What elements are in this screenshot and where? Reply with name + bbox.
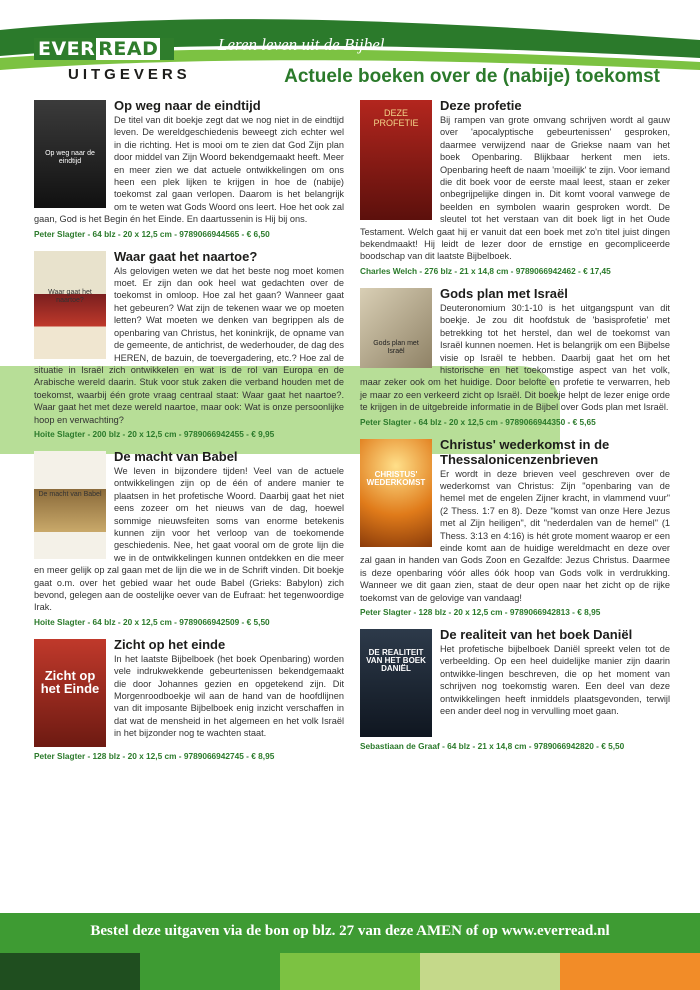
book-entry [34, 449, 344, 627]
book-title: Deze profetie [440, 98, 522, 113]
book-cover[interactable]: CHRISTUS' WEDERKOMST [360, 439, 432, 547]
book-meta: Peter Slagter - 64 blz - 20 x 12,5 cm - 9789066944565 - € 6,50 [34, 228, 270, 239]
order-footer[interactable] [0, 913, 700, 953]
book-meta: Hoite Slagter - 64 blz - 20 x 12,5 cm - 9789066942509 - € 5,50 [34, 616, 270, 627]
everread-logo[interactable] [34, 38, 191, 86]
book-title: De macht van Babel [114, 448, 238, 464]
book-title: Christus' wederkomst in de Thessalonicenzenbrieven [440, 436, 610, 467]
book-entry [360, 286, 670, 427]
book-title: Zicht op het einde [114, 636, 226, 652]
stripe [0, 953, 140, 990]
footer-text: Bestel deze uitgaven via de bon op blz. 27 van deze AMEN of op www.everread.nl [90, 923, 610, 939]
book-meta: Peter Slagter - 128 blz - 20 x 12,5 cm - 9789066942813 - € 8,95 [360, 607, 601, 617]
book-cover[interactable]: DEZE PROFETIE [360, 100, 432, 220]
book-description: Deuteronomium 30:1-10 is het uitgangspunt van dit boekje. Je zou dit hoofdstuk de 'basisprofetie' met betrekking tot het herstel, dan wel de toekomst van Israël kunnen noemen. Het is belangrijk om een Bijbelse visie op Israël te hebben. Daarbij gaat het om het historische en het toekomstige aspect van het volk, maar zeker ook om het huidige. Door belofte en profetie te verwarren, heb je maar zo een verkeerd zicht op Israël. Dit boekje helpt de lezer enige orde te krijgen in de uitgebreide informatie in de Bijbel over Gods plan met Israël. [360, 302, 670, 413]
book-title: Gods plan met Israël [440, 285, 568, 301]
book-description: We leven in bijzondere tijden! Veel van de actuele ontwikkelingen zijn op de één of andere manier te plaatsen in het profetische Woord. Daarbij gaat het niet eens zozeer om het nieuws van de dag, hoewel sommige nieuwsfeiten soms van enorme betekenis kunnen zijn voor het verloop van de toekomende geschiedenis. Nee, het gaat vooral om de grote lijn die we in de ontwikkelingen kunnen ontdekken en die meer en meer gelijk op zal gaan met de lijn die we in de Schrift vinden. Dit boekje gaat o.m. over het gebied waar het oude Babel (Grieks: Babylon) zich bevond, gelegen aan de oostelijke oever van de Eufraat: het tegenwoordige Irak. [34, 465, 344, 613]
book-cover[interactable]: De macht van Babel [34, 451, 106, 559]
book-entry [360, 437, 670, 617]
book-meta: Hoite Slagter - 200 blz - 20 x 12,5 cm - 9789066942455 - € 9,95 [34, 428, 275, 439]
book-entry [360, 98, 670, 276]
book-meta: Sebastiaan de Graaf - 64 blz - 21 x 14,8 cm - 9789066942820 - € 5,50 [360, 741, 625, 751]
logo-wordmark: EVER READ [38, 38, 159, 60]
book-description: In het laatste Bijbelboek (het boek Openbaring) worden vele indrukwekkende gebeurtenissen bekendgemaakt die door Johannes gezien en opgetekend zijn. Dit Morgenroodboekje wil aan de hand van de hoofdlijnen van dit imposante Bijbelboek enig inzicht verschaffen in dat wat de mensheid in het algemeen en het volk Israël in het bijzonder nog te wachten staat. [114, 653, 344, 739]
stripe [560, 953, 700, 990]
book-cover[interactable]: DE REALITEIT VAN HET BOEK DANIËL [360, 629, 432, 737]
book-description: Als gelovigen weten we dat het beste nog moet komen moet. Er zijn dan ook heel wat gedachten over de toekomst in omloop. Hoe zal het gaan? Wanneer gaat het gebeuren? Wat zijn de tekenen waar we op moeten letten? Wat moeten we denken van begrippen als de openbaring van Christus, het koninkrijk, de opname van de gemeente, de antichrist, de wederhouder, de dag des HEREN, de bazuin, de toevergadering, etc.? Hoe zal de situatie in Israël zich ontwikkelen en wat is de rol van Europa en de Arabische wereld daarin. Stuk voor stuk zaken die verband houden met de toekomst, waarbij één grote vraag centraal staat: Waar gaat het naartoe?. Waar gaat het met deze wereld naartoe, maar ook: Wat is onze persoonlijke hoop en verwachting? [34, 265, 344, 425]
book-meta: Charles Welch - 276 blz - 21 x 14,8 cm - 9789066942462 - € 17,45 [360, 265, 611, 276]
tagline: Leren leven uit de Bijbel [218, 35, 385, 54]
book-entry [360, 627, 670, 751]
stripe [420, 953, 560, 990]
right-column [360, 98, 670, 761]
book-description: De titel van dit boekje zegt dat we nog niet in de eindtijd leven. De wereldgeschiedenis beweegt zich echter wel in die richting. Het is mooi om te zien dat God Zijn plan door middel van Zijn Woord bekendgemaakt heeft. Meer en meer zien we dat actuele ontwikkelingen om ons heen een plek lijken te krijgen in hoe de (nabije) toekomst zal gaan verlopen. Daarom is het belangrijk om te weten wat Gods Woord ons leert. Hoe het ook zal gaan, God is het Begin én het Einde. En daartussenin is Hij bij ons. [34, 115, 344, 225]
book-meta: Peter Slagter - 64 blz - 20 x 12,5 cm - 9789066944350 - € 5,65 [360, 416, 596, 427]
stripe [280, 953, 420, 990]
book-cover[interactable]: Zicht op het Einde [34, 639, 106, 747]
book-entry [34, 637, 344, 761]
book-title: Op weg naar de eindtijd [114, 98, 261, 113]
book-title: Waar gaat het naartoe? [114, 248, 258, 264]
book-description: Er wordt in deze brieven veel geschreven over de wederkomst van Christus: Zijn "openbaring van de hemel met de engelen Zijner kracht, in vlammend vuur" (2 Thess. 1:7 en 8). Deze "komst van onze Here Jezus met al Zijn heiligen", dit "nederdalen van de hemel" (1 Thess. 3:13 en 4:16) is hét grote moment waarop er een einde komt aan de huidige wereldmacht en deze over zal gaan in handen van Gods Zoon en Gezalfde: Jezus Christus. Daarmee is deze openbaring vóór alles óók hoop van Gods volk in verdrukking. Wanneer we dit gaan zien, staat de deur open naar het zicht op de rijke toekomst van de gelovige van vandaag! [360, 468, 670, 603]
book-entry [34, 249, 344, 439]
book-cover[interactable]: Waar gaat het naartoe? [34, 251, 106, 359]
page-title: Actuele boeken over de (nabije) toekomst [284, 66, 660, 87]
logo-subtitle: UITGEVERS [68, 66, 191, 83]
book-meta: Peter Slagter - 128 blz - 20 x 12,5 cm - 9789066942745 - € 8,95 [34, 750, 275, 761]
left-column [34, 98, 344, 771]
color-stripes [0, 953, 700, 990]
stripe [140, 953, 280, 990]
book-cover[interactable]: Op weg naar de eindtijd [34, 100, 106, 208]
book-cover[interactable]: Gods plan met Israël [360, 288, 432, 368]
book-description: Bij rampen van grote omvang schrijven wordt al gauw over 'apocalyptische gebeurtenissen' gesproken, daarmee verwijzend naar de Griekse naam van het boek Openbaring. Blijkbaar herkent men iets. Openbaring heeft de naam 'moeilijk' te zijn. Voor iemand die dit boek voor de eerste maal leest, staan er zeker onbegrijpelijke dingen in. Dit komt vooral vanwege de beelden en symbolen waarin gesproken wordt. De sleutel tot het verstaan van dit boek ligt in het Oude Testament. Welch gaat hij er vanuit dat een boek met zo'n titel juist dingen bekendmaakt! Hij leidt de lezer door de ernstige en gecompliceerde boodschap van dit laatste Bijbelboek. [360, 115, 670, 262]
page-header [0, 0, 700, 96]
book-description: Het profetische bijbelboek Daniël spreekt velen tot de verbeelding. Op een heel duidelijke manier zijn daarin ontwikke-lingen beschreven, die op het moment van schrijven nog toekomstig waren. Een deel van deze ontwikkelingen heeft inmiddels plaatsgevonden, terwijl een ander deel nog in vervulling moet gaan. [440, 644, 670, 717]
book-title: De realiteit van het boek Daniël [440, 627, 633, 642]
book-entry [34, 98, 344, 239]
